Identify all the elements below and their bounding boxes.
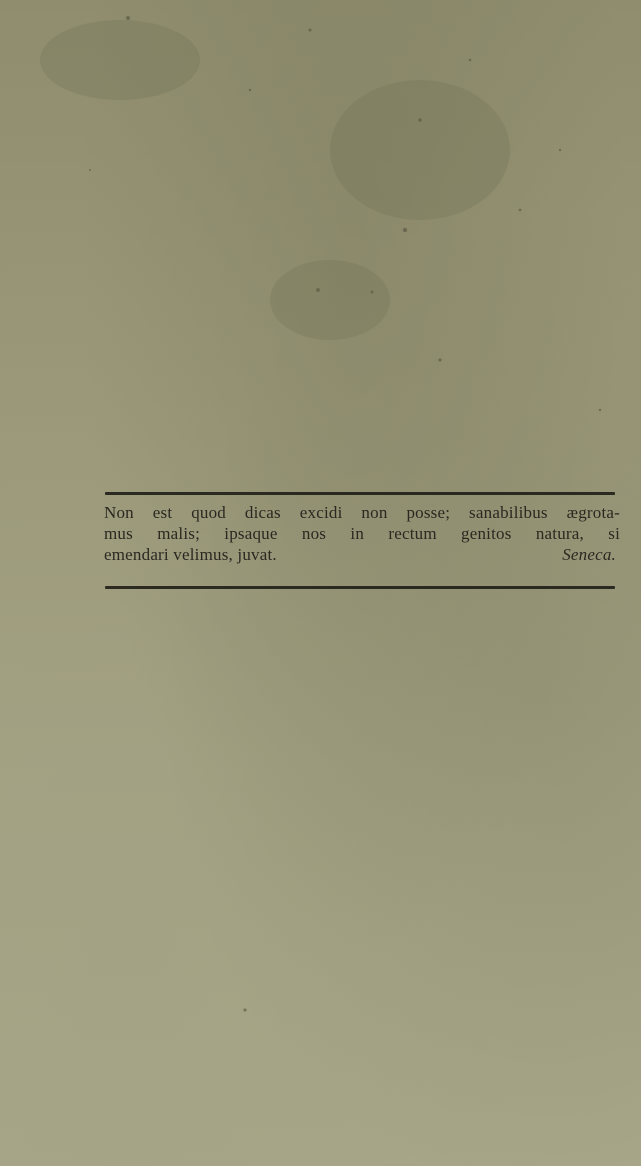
epigraph-last-line (104, 544, 620, 565)
bottom-rule (105, 586, 615, 589)
epigraph (104, 502, 620, 565)
epigraph-line-1: Non est quod dicas excidi non posse; sanabilibus ægrota- (104, 503, 620, 522)
epigraph-author: Seneca. (562, 545, 616, 564)
epigraph-line-3: emendari velimus, juvat. (104, 545, 277, 564)
top-rule (105, 492, 615, 495)
epigraph-line-2: mus malis; ipsaque nos in rectum genitos natura, si (104, 524, 620, 543)
